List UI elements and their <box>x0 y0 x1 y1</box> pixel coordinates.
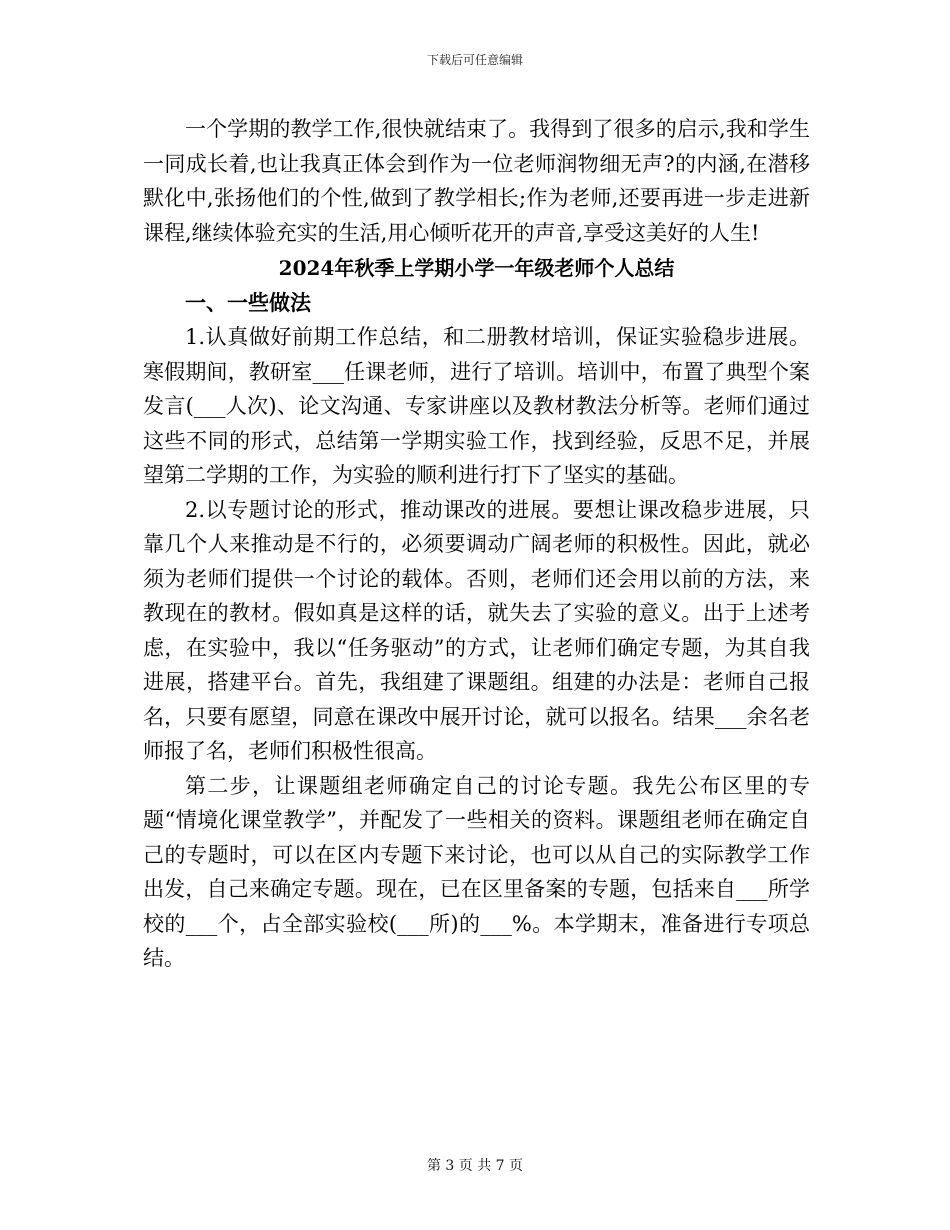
page-number: 第 3 页 共 7 页 <box>426 1158 524 1174</box>
paragraph-step-2: 第二步，让课题组老师确定自己的讨论专题。我先公布区里的专题“情境化课堂教学”，并配发了一些相关的资料。课题组老师在确定自己的专题时，可以在区内专题下来讨论，也可以从自己的实际教学工作出发，自己来确定专题。现在，已在区里备案的专题，包括来自___所学校的___个，占全部实验校(___所)的___%。本学期末，准备进行专项总结。 <box>143 773 810 970</box>
paragraph-item-1: 1.认真做好前期工作总结，和二册教材培训，保证实验稳步进展。寒假期间，教研室___任课老师，进行了培训。培训中，布置了典型个案发言(___人次)、论文沟通、专家讲座以及教材教法分析等。老师们通过这些不同的形式，总结第一学期实验工作，找到经验，反思不足，并展望第二学期的工作，为实验的顺利进行打下了坚实的基础。 <box>143 325 810 487</box>
header-note: 下载后可任意编辑 <box>426 53 523 67</box>
document-body <box>143 112 810 976</box>
paragraph-item-2: 2.以专题讨论的形式，推动课改的进展。要想让课改稳步进展，只靠几个人来推动是不行的，必须要调动广阔老师的积极性。因此，就必须为老师们提供一个讨论的载体。否则，老师们还会用以前的方法，来教现在的教材。假如真是这样的话，就失去了实验的意义。出于上述考虑，在实验中，我以“任务驱动”的方式，让老师们确定专题，为其自我进展，搭建平台。首先，我组建了课题组。组建的办法是：老师自己报名，只要有愿望，同意在课改中展开讨论，就可以报名。结果___余名老师报了名，老师们积极性很高。 <box>143 497 810 763</box>
document-title: 2024年秋季上学期小学一年级老师个人总结 <box>278 256 675 280</box>
section-heading: 一、一些做法 <box>185 289 311 315</box>
paragraph-intro: 一个学期的教学工作,很快就结束了。我得到了很多的启示,我和学生一同成长着,也让我真正体会到作为一位老师润物细无声?的内涵,在潜移默化中,张扬他们的个性,做到了教学相长;作为老师,还要再进一步走进新课程,继续体验充实的生活,用心倾听花开的声音,享受这美好的人生! <box>143 117 810 245</box>
